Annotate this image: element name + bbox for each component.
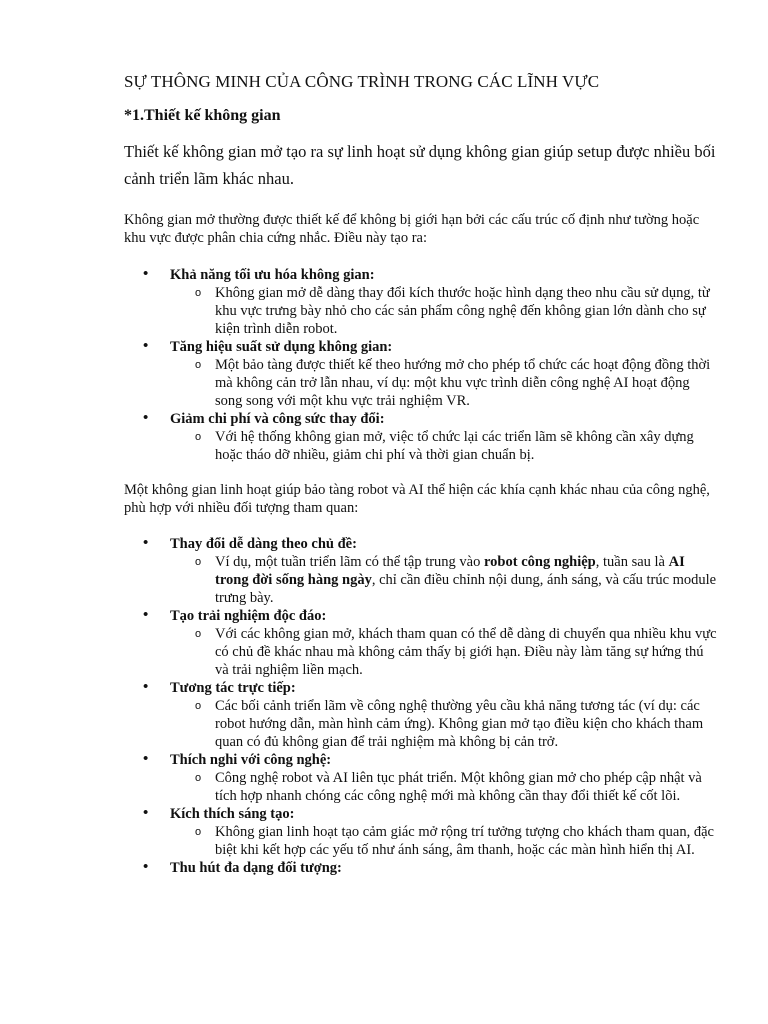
sub-item: [170, 553, 719, 607]
bullet-icon: •: [143, 751, 149, 767]
list-item-heading: Kích thích sáng tạo:: [170, 806, 295, 822]
text-run: , chỉ cần điều chỉnh nội dung, ánh sáng, và cấu trúc module trưng bày.: [215, 572, 717, 606]
circle-bullet-icon: o: [195, 700, 202, 712]
list-item-heading: Thu hút đa dạng đối tượng:: [170, 860, 342, 876]
list-item-heading: Thay đổi dễ dàng theo chủ đề:: [170, 536, 357, 552]
sub-item: [170, 823, 719, 859]
intro-paragraph: Không gian mở thường được thiết kế để không bị giới hạn bởi các cấu trúc cố định như tường hoặc khu vực được phân chia cứng nhắc. Điều này tạo ra:: [124, 212, 700, 246]
circle-bullet-icon: o: [195, 359, 202, 371]
list-item: [124, 266, 719, 338]
bullet-icon: •: [143, 410, 149, 426]
list-item-heading: Tương tác trực tiếp:: [170, 680, 296, 696]
list-item-heading: Thích nghi với công nghệ:: [170, 752, 332, 768]
bullet-icon: •: [143, 266, 149, 282]
list-item: [124, 535, 719, 607]
list-item-heading: Tăng hiệu suất sử dụng không gian:: [170, 339, 393, 355]
sub-item: [170, 356, 719, 410]
circle-bullet-icon: o: [195, 431, 202, 443]
list-item: [124, 751, 719, 805]
list-item-heading: Giảm chi phí và công sức thay đổi:: [170, 411, 385, 427]
text-run: , tuần sau là: [595, 554, 669, 570]
sub-item: [170, 769, 719, 805]
sub-item: [170, 625, 719, 679]
sub-item: [170, 697, 719, 751]
circle-bullet-icon: o: [195, 556, 202, 568]
list-item: [124, 338, 719, 410]
bold-term: robot công nghiệp: [484, 554, 596, 570]
sub-item-text: Với các không gian mở, khách tham quan có thể dễ dàng di chuyển qua nhiều khu vực có chủ đề khác nhau mà không cảm thấy bị giới hạn. Điều này làm tăng sự hứng thú và trải nghiệm liền mạch.: [215, 626, 717, 678]
circle-bullet-icon: o: [195, 772, 202, 784]
second-paragraph: Một không gian linh hoạt giúp bảo tàng robot và AI thể hiện các khía cạnh khác nhau của công nghệ, phù hợp với nhiều đối tượng tham quan:: [124, 482, 710, 516]
sub-item-text: Một bảo tàng được thiết kế theo hướng mở cho phép tổ chức các hoạt động đồng thời mà không cản trở lẫn nhau, ví dụ: một khu vực trình diễn công nghệ AI hoạt động song song với một khu vực trải nghiệm VR.: [215, 357, 711, 409]
list-item: [124, 607, 719, 679]
list-item: [124, 679, 719, 751]
bullet-icon: •: [143, 535, 149, 551]
list-item: [124, 410, 719, 464]
list-item: [124, 805, 719, 859]
sub-item-text: [215, 553, 719, 607]
sub-item: [170, 284, 719, 338]
bullet-icon: •: [143, 859, 149, 875]
list-item-heading: Khả năng tối ưu hóa không gian:: [170, 267, 375, 283]
sub-item-text: Không gian linh hoạt tạo cảm giác mở rộng trí tưởng tượng cho khách tham quan, đặc biệt khi kết hợp các yếu tố như ánh sáng, âm thanh, hoặc các màn hình hiển thị AI.: [215, 824, 714, 858]
list-item: [124, 859, 719, 877]
bullet-icon: •: [143, 607, 149, 623]
sub-item-text: Các bối cảnh triển lãm về công nghệ thường yêu cầu khả năng tương tác (ví dụ: các robot hướng dẫn, màn hình cảm ứng). Không gian mở tạo điều kiện cho khách tham quan có đủ không gian để trải nghiệm mà không bị cản trở.: [215, 698, 704, 750]
list-item-heading: Tạo trải nghiệm độc đáo:: [170, 608, 327, 624]
text-run: Ví dụ, một tuần triển lãm có thể tập trung vào: [215, 554, 484, 570]
circle-bullet-icon: o: [195, 628, 202, 640]
sub-item-text: Công nghệ robot và AI liên tục phát triển. Một không gian mở cho phép cập nhật và tích hợp nhanh chóng các công nghệ mới mà không cần thay đổi thiết kế cốt lõi.: [215, 770, 702, 804]
sub-item-text: Không gian mở dễ dàng thay đổi kích thước hoặc hình dạng theo nhu cầu sử dụng, từ khu vực trưng bày nhỏ cho các sản phẩm công nghệ đến không gian lớn dành cho sự kiện trình diễn robot.: [215, 285, 710, 337]
document-title: SỰ THÔNG MINH CỦA CÔNG TRÌNH TRONG CÁC LĨNH VỰC: [124, 72, 600, 91]
circle-bullet-icon: o: [195, 287, 202, 299]
features-list: [124, 535, 719, 877]
bold-term: AI trong đời sống hàng ngày: [215, 554, 685, 588]
sub-item-text: Với hệ thống không gian mở, việc tổ chức lại các triển lãm sẽ không cần xây dựng hoặc tháo dỡ nhiều, giảm chi phí và thời gian chuẩn bị.: [215, 429, 694, 463]
sub-item: [170, 428, 719, 464]
bullet-icon: •: [143, 805, 149, 821]
bullet-icon: •: [143, 679, 149, 695]
circle-bullet-icon: o: [195, 826, 202, 838]
bullet-icon: •: [143, 338, 149, 354]
section-heading: *1.Thiết kế không gian: [124, 107, 281, 124]
benefits-list: [124, 266, 719, 464]
lead-paragraph: Thiết kế không gian mở tạo ra sự linh hoạt sử dụng không gian giúp setup được nhiều bối cảnh triển lãm khác nhau.: [124, 142, 716, 188]
